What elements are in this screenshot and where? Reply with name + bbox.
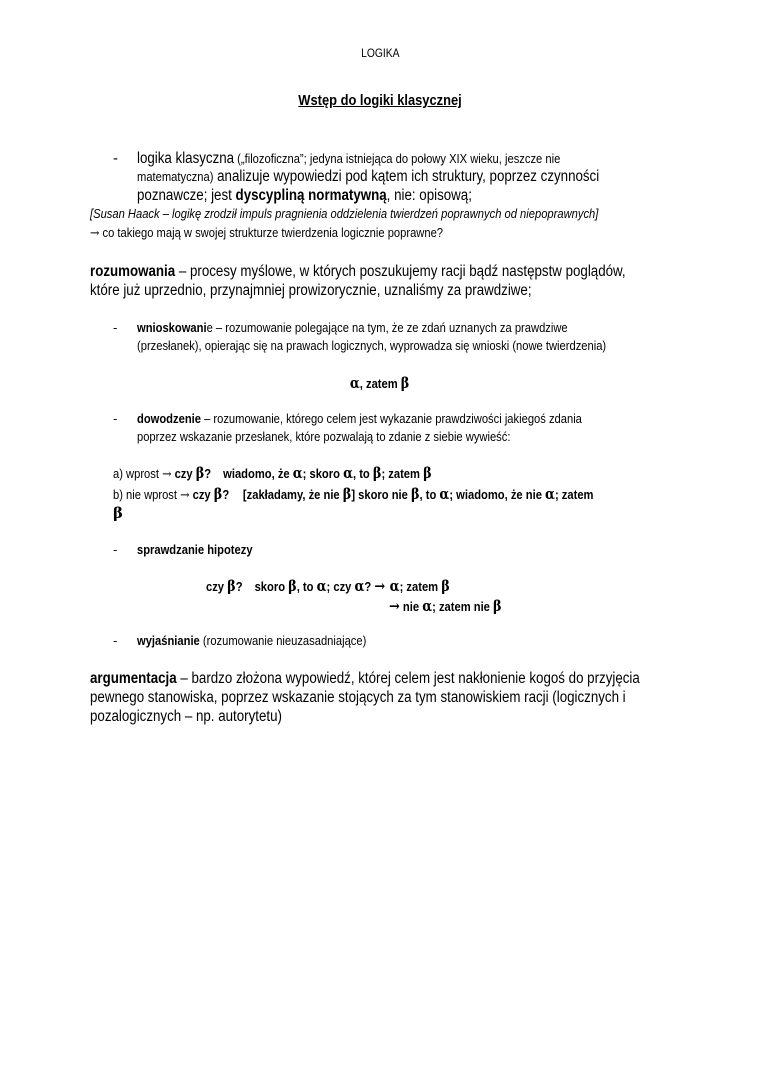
beta-symbol: β [195, 464, 205, 482]
alpha-symbol: α [439, 485, 450, 503]
arrow-icon: → [90, 226, 100, 241]
hypothesis-formula-line-1 [206, 577, 489, 595]
hyp-nie: nie [399, 599, 423, 614]
argumentation-line-3-text: pozalogicznych – np. autorytetu) [90, 708, 282, 725]
alpha-symbol: α [343, 464, 353, 482]
inference-line-2 [137, 338, 683, 353]
intro-line-1-rest: („filozoficzna”; jedyna istniejąca do połowy XIX wieku, jeszcze nie [234, 151, 561, 166]
intro-line-3-start: poznawcze; jest [137, 187, 236, 204]
running-header [0, 46, 760, 60]
reasoning-line-1-text: – procesy myślowe, w których poszukujemy racji bądź następstw poglądów, [175, 263, 626, 280]
direct-to: , to [352, 466, 373, 481]
page-title-text: Wstęp do logiki klasycznej [298, 92, 462, 109]
question-text: co takiego mają w swojej strukturze twierdzenia logicznie poprawne? [99, 225, 444, 240]
explaining-term: wyjaśnianie [137, 633, 200, 648]
hyp-zatem-nie: ; zatem nie [432, 599, 494, 614]
hypothesis-formula-line-2 [389, 597, 520, 615]
normative-discipline: dyscypliną normatywną [235, 187, 387, 204]
beta-symbol: β [288, 577, 297, 595]
reasoning-line-2-text: które już uprzednio, przynajmniej prowizorycznie, uznaliśmy za prawdziwe; [90, 282, 532, 299]
beta-symbol: β [401, 374, 410, 392]
indirect-proof-line [113, 485, 672, 503]
argumentation-line-2-text: pewnego stanowiska, poprzez wskazanie stojących za tym stanowiskiem racji (logicznych i [90, 689, 626, 706]
alpha-symbol: α [350, 374, 361, 392]
beta-symbol: β [227, 577, 236, 595]
beta-symbol: β [441, 577, 450, 595]
hyp-q: ? [235, 579, 243, 594]
haack-note-text: [Susan Haack – logikę zrodził impuls pragnienia oddzielenia twierdzeń poprawnych od niepoprawnych] [90, 206, 599, 221]
hyp-to: , to [296, 579, 317, 594]
intro-term: logika klasyczna [137, 150, 235, 167]
alpha-symbol: α [316, 577, 327, 595]
page-title [0, 92, 760, 109]
direct-czy: czy [171, 466, 196, 481]
alpha-symbol: α [545, 485, 555, 503]
hyp-zatem: ; zatem [399, 579, 442, 594]
inference-bullet: - [113, 320, 118, 335]
indirect-q: ? [222, 487, 230, 502]
proving-term: dowodzenie [137, 411, 201, 426]
reasoning-line-1 [90, 263, 713, 281]
alpha-symbol: α [292, 464, 303, 482]
inference-term-tail: e [206, 320, 213, 335]
formula-mid: , zatem [360, 376, 402, 391]
direct-proof-line [113, 464, 484, 482]
explaining-bullet: - [113, 633, 118, 648]
beta-symbol: β [213, 485, 223, 503]
direct-prefix: a) wprost [113, 466, 163, 481]
indirect-zatem: ; zatem [554, 487, 594, 502]
arrow-icon: → [162, 467, 172, 482]
intro-bullet: - [113, 150, 118, 167]
indirect-skoro: ] skoro nie [351, 487, 411, 502]
hyp-czy2: ; czy [326, 579, 355, 594]
argumentation-line-2 [90, 689, 713, 707]
beta-symbol: β [410, 485, 420, 503]
proving-bullet: - [113, 411, 118, 426]
indirect-to: , to [419, 487, 440, 502]
reasoning-term: rozumowania [90, 263, 176, 280]
intro-line-3 [137, 187, 526, 205]
hyp-q2: ? [364, 579, 375, 594]
proving-line-2 [137, 429, 571, 444]
explaining-line [137, 633, 404, 648]
beta-symbol: β [113, 504, 123, 522]
indirect-czy: czy [189, 487, 214, 502]
beta-symbol: β [493, 597, 502, 615]
argumentation-line-1 [90, 670, 729, 688]
proving-line-2-text: poprzez wskazanie przesłanek, które pozwalają to zdanie z siebie wywieść: [137, 429, 511, 444]
argumentation-term: argumentacja [90, 670, 177, 687]
question-line [90, 225, 501, 241]
hyp-skoro: skoro [254, 579, 289, 594]
alpha-symbol: α [354, 577, 365, 595]
haack-note [90, 206, 681, 221]
formula-alpha-beta [0, 374, 760, 392]
indirect-prefix: b) nie wprost [113, 487, 181, 502]
direct-zatem: ; zatem [381, 466, 424, 481]
beta-symbol: β [423, 464, 432, 482]
argumentation-line-1-text: – bardzo złożona wypowiedź, której celem jest nakłonienie kogoś do przyjęcia [176, 670, 640, 687]
hypothesis-bullet: - [113, 542, 118, 557]
reasoning-line-2 [90, 282, 603, 300]
indirect-known: ; wiadomo, że nie [449, 487, 546, 502]
intro-line-1 [137, 150, 629, 168]
argumentation-line-3 [90, 708, 313, 726]
proving-line-1 [137, 411, 654, 426]
intro-line-2-rest: analizuje wypowiedzi pod kątem ich struktury, poprzez czynności [213, 168, 600, 185]
arrow-icon: → [180, 488, 190, 503]
explaining-rest: (rozumowanie nieuzasadniające) [199, 633, 367, 648]
arrow-icon: → [374, 577, 386, 595]
intro-line-2-start: matematyczna) [137, 169, 214, 184]
direct-skoro: ; skoro [302, 466, 344, 481]
beta-symbol: β [372, 464, 382, 482]
intro-line-2 [137, 168, 674, 186]
running-header-text: LOGIKA [360, 46, 400, 60]
proving-line-1-text: – rozumowanie, którego celem jest wykazanie prawdziwości jakiegoś zdania [200, 411, 582, 426]
indirect-proof-end [113, 504, 123, 523]
indirect-assume: [zakładamy, że nie [242, 487, 343, 502]
inference-line-1 [137, 320, 638, 335]
inference-line-1-text: – rozumowanie polegające na tym, że ze zdań uznanych za prawdziwe [212, 320, 568, 335]
arrow-icon: → [389, 597, 400, 615]
inference-term: wnioskowani [137, 320, 207, 335]
hypothesis-line [137, 542, 271, 557]
direct-q: ? [204, 466, 212, 481]
hyp-czy: czy [206, 579, 228, 594]
beta-symbol: β [342, 485, 352, 503]
hypothesis-term: sprawdzanie hipotezy [137, 542, 253, 557]
alpha-symbol: α [422, 597, 433, 615]
direct-known: wiadomo, że [223, 466, 293, 481]
inference-line-2-text: (przesłanek), opierając się na prawach logicznych, wyprowadza się wnioski (nowe twierdzenia) [137, 338, 607, 353]
intro-line-3-end: , nie: opisową; [386, 187, 472, 204]
alpha-symbol: α [385, 577, 400, 595]
